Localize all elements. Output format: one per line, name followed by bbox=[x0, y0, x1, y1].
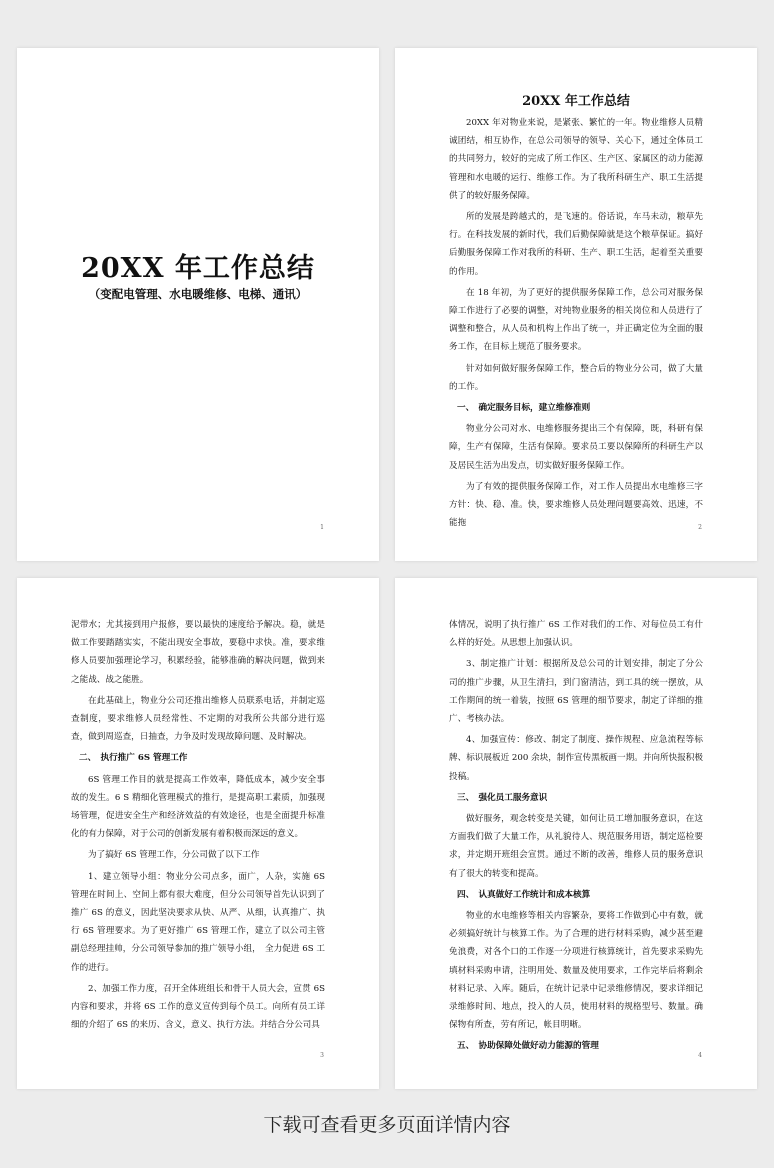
paragraph: 6S 管理工作目的就是提高工作效率，降低成本，减少安全事故的发生。6 S 精细化管理模式的推行，是提高职工素质，加强现场管理，促进安全生产和经济效益的有效途径，也是全面提升标准化的有力保障，对于公司的创新发展有着积极而深远的意义。 bbox=[71, 774, 325, 840]
paragraph: 1、建立领导小组：物业分公司点多，面广，人杂，实施 6S 管理在时间上、空间上都有很大难度，但分公司领导首先认识到了推广 6S 的意义，因此坚决要求从快、从严、从细，认真推广、执行 6S 管理要求。为了更好推广 6S 管理工作，建立了以公司主管副总经理挂帅，分公司领导参加的推广领导小组， 全力促进 6S 工作的进行。 bbox=[71, 871, 325, 973]
page-content bbox=[449, 90, 703, 535]
paragraph: 在 18 年初，为了更好的提供服务保障工作，总公司对服务保障工作进行了必要的调整，对纯物业服务的相关岗位和人员进行了调整和整合，从人员和机构上作出了统一，并正确定位为全面的服务工作，在目标上规范了服务要求。 bbox=[449, 287, 703, 353]
paragraph: 所的发展是跨越式的，是飞速的。俗话说，车马未动，粮草先行。在科技发展的新时代，我们后勤保障就是这个粮草保证。搞好后勤服务保障工作对我所的科研、生产、职工生活，起着至关重要的作用。 bbox=[449, 212, 703, 277]
paragraph: 体情况，说明了执行推广 6S 工作对我们的工作、对每位员工有什么样的好处。从思想上加强认识。 bbox=[449, 620, 703, 649]
document-title: 20XX 年工作总结 bbox=[522, 94, 630, 109]
cover-subtitle: （变配电管理、水电暖维修、电梯、通讯） bbox=[88, 287, 308, 301]
paragraph: 为了搞好 6S 管理工作，分公司做了以下工作 bbox=[88, 850, 260, 861]
page-content bbox=[71, 616, 325, 1037]
paragraph: 2、加强工作力度，召开全体班组长和骨干人员大会，宣贯 6S 内容和要求，并将 6S 工作的意义宣传到每个员工。向所有员工详细的介绍了 6S 的来历、含义，意义、执行方法。并结合分公司具 bbox=[71, 983, 325, 1031]
paragraph: 为了有效的提供服务保障工作，对工作人员提出水电维修三字方针：快、稳、准。快，要求维修人员处理问题要高效、迅速，不能拖 bbox=[449, 481, 703, 529]
section-heading: 三、 强化员工服务意识 bbox=[457, 792, 548, 803]
paragraph-list bbox=[449, 114, 703, 532]
paragraph: 20XX 年对物业来说，是紧张、繁忙的一年。物业维修人员精诚团结，相互协作，在总公司领导的领导、关心下，通过全体员工的共同努力，较好的完成了所工作区、生产区、家属区的动力能源管理和水电暖的运行、维修工作。为了我所科研生产、职工生活提供了的较好服务保障。 bbox=[449, 118, 703, 201]
paragraph: 做好服务，观念转变是关键，如何让员工增加服务意识，在这方面我们做了大量工作，从礼貌待人、规范服务用语，制定巡检要求，并定期开班组会宣贯。通过不断的改善，维修人员的服务意识有了很大的转变和提高。 bbox=[449, 814, 703, 879]
paragraph: 针对如何做好服务保障工作，整合后的物业分公司，做了大量的工作。 bbox=[449, 363, 703, 392]
paragraph: 在此基础上，物业分公司还推出维修人员联系电话，并制定巡查制度，要求维修人员经常性、不定期的对我所公共部分进行巡查，做到周巡查，日抽查，力争及时发现故障问题、及时解决。 bbox=[71, 695, 325, 743]
section-heading: 五、 协助保障处做好动力能源的管理 bbox=[457, 1041, 599, 1052]
paragraph: 4、加强宣传：修改、制定了制度、操作规程、应急流程等标牌、标识展板近 200 余块，制作宣传黑板画一期。并向所快报积极投稿。 bbox=[449, 735, 703, 782]
paragraph: 泥带水；尤其接到用户报修，要以最快的速度给予解决。稳，就是做工作要踏踏实实，不能出现安全事故，要稳中求快。准，要求维修人员要加强理论学习，积累经验，能够准确的解决问题，做到来之能战、战之能胜。 bbox=[71, 620, 325, 685]
section-heading: 四、 认真做好工作统计和成本核算 bbox=[457, 889, 591, 900]
section-heading: 二、 执行推广 6S 管理工作 bbox=[79, 753, 188, 764]
document-page-3 bbox=[17, 578, 379, 1089]
paragraph: 物业分公司对水、电维修服务提出三个有保障，既，科研有保障，生产有保障，生活有保障。要求员工要以保障所的科研生产以及居民生活为出发点，切实做好服务保障工作。 bbox=[449, 424, 703, 471]
page-number: 1 bbox=[320, 524, 324, 531]
cover-page bbox=[17, 48, 379, 561]
page-number: 4 bbox=[698, 1052, 702, 1059]
paragraph-list bbox=[449, 616, 703, 1056]
paragraph: 3、制定推广计划：根据所及总公司的计划安排，制定了分公司的推广步骤，从卫生清扫，到门窗清洁，到工具的统一摆放，从工作期间的统一着装，按照 6S 管理的细节要求，制定了详细的推广、考核办法。 bbox=[449, 659, 703, 725]
section-heading: 一、 确定服务目标，建立维修准则 bbox=[457, 403, 591, 414]
paragraph: 物业的水电维修等相关内容繁杂，要将工作做到心中有数，就必须搞好统计与核算工作。为了合理的进行材料采购，减少甚至避免浪费，对各个口的工作逐一分项进行核算统计，首先要求采购先填材料采购申请，注明用处、数量及使用要求，工作完毕后将剩余材料记录、入库。随后，在统计记录中记录维修情况，要求详细记录维修时间、地点，投入的人员，使用材料的规格型号、数量。确保物有所查，劳有所记，帐目明晰。 bbox=[449, 911, 703, 1031]
download-more-link[interactable]: 下载可查看更多页面详情内容 bbox=[263, 1114, 511, 1136]
document-page-2 bbox=[395, 48, 757, 561]
page-number: 2 bbox=[698, 524, 702, 531]
page-content bbox=[449, 616, 703, 1059]
cover-title: 20XX 年工作总结 bbox=[81, 253, 315, 284]
page-number: 3 bbox=[320, 1052, 324, 1059]
document-page-4 bbox=[395, 578, 757, 1089]
paragraph-list bbox=[71, 616, 325, 1034]
